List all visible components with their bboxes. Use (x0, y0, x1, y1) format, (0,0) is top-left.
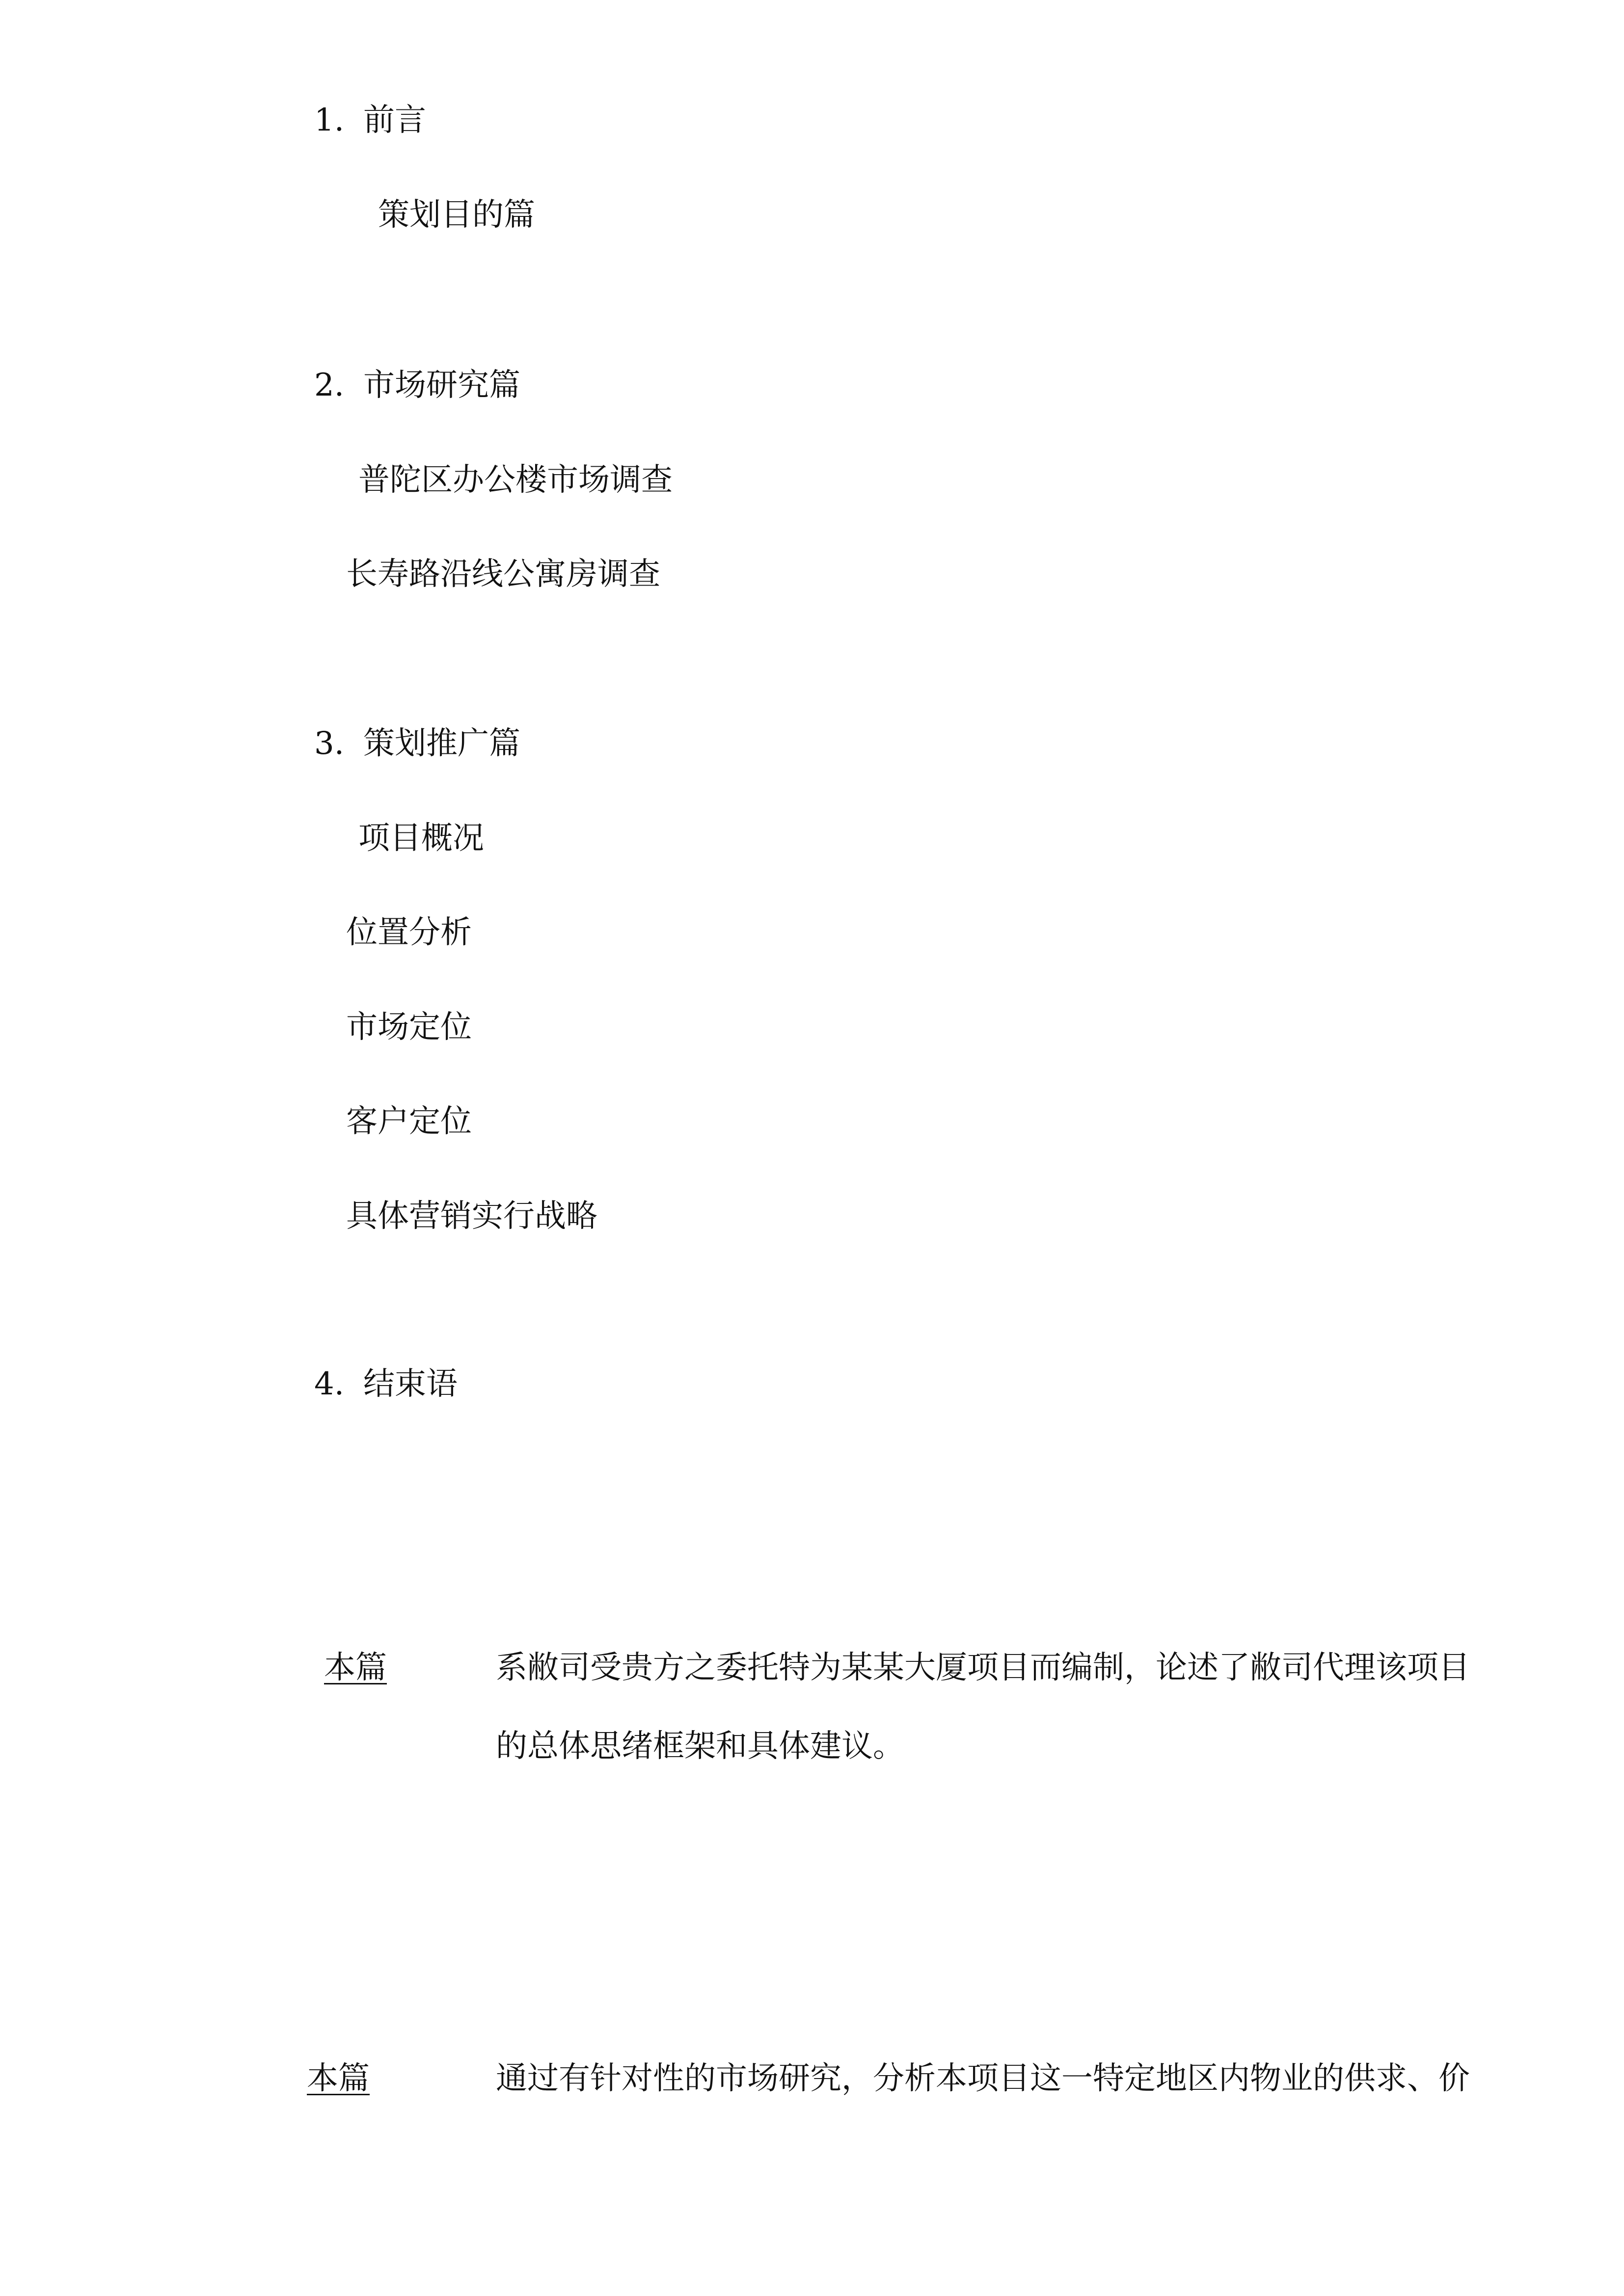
toc-item: 位置分析 (346, 914, 472, 951)
toc-heading-2 (314, 366, 520, 405)
toc-title: 市场研究篇 (363, 367, 520, 403)
toc-item: 长寿路沿线公寓房调查 (346, 556, 660, 592)
toc-heading-1 (314, 101, 426, 140)
toc-number: 1. (314, 102, 345, 138)
toc-item: 具体营销实行战略 (346, 1198, 597, 1234)
section-label: 本篇 (324, 1650, 387, 1686)
toc-title: 前言 (363, 102, 426, 138)
toc-heading-4 (314, 1364, 458, 1404)
toc-heading-3 (314, 724, 520, 763)
toc-item: 项目概况 (358, 820, 484, 856)
section-label: 本篇 (307, 2060, 370, 2097)
toc-title: 结束语 (363, 1366, 458, 1402)
toc-number: 3. (314, 725, 345, 762)
paragraph-line: 系敝司受贵方之委托特为某某大厦项目而编制，论述了敝司代理该项目 (496, 1650, 1470, 1686)
toc-number: 2. (314, 367, 345, 403)
toc-item: 客户定位 (346, 1103, 472, 1140)
toc-title: 策划推广篇 (363, 725, 520, 762)
toc-number: 4. (314, 1366, 345, 1402)
paragraph-line: 通过有针对性的市场研究，分析本项目这一特定地区内物业的供求、价 (496, 2060, 1470, 2097)
paragraph-line: 的总体思绪框架和具体建议。 (496, 1728, 904, 1764)
toc-item: 策划目的篇 (378, 197, 535, 233)
toc-item: 市场定位 (346, 1009, 472, 1045)
toc-item: 普陀区办公楼市场调查 (358, 462, 673, 498)
